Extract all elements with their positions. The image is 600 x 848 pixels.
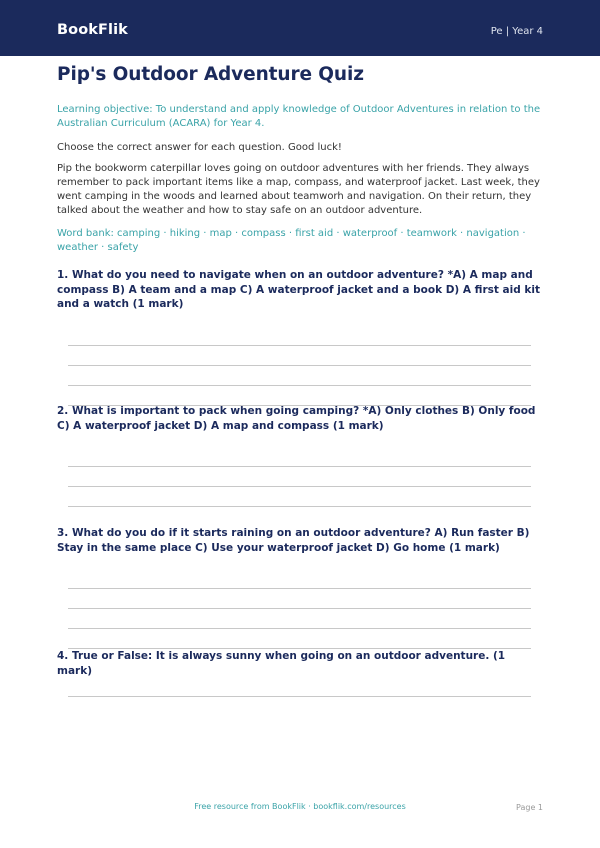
brand-logo: BookFlik [57, 22, 128, 38]
answer-line[interactable] [68, 466, 531, 467]
answer-line[interactable] [68, 486, 531, 487]
word-bank: Word bank: camping · hiking · map · compass · first aid · waterproof · teamwork · navigation · weather · safety [57, 228, 526, 253]
footer-resource-link[interactable]: Free resource from BookFlik · bookflik.com/resources [194, 802, 406, 811]
question-2: 2. What is important to pack when going camping? *A) Only clothes B) Only food C) A waterproof jacket D) A map and compass (1 mark) [57, 405, 536, 432]
answer-line[interactable] [68, 385, 531, 386]
page-number: Page 1 [516, 803, 543, 812]
answer-line[interactable] [68, 608, 531, 609]
subject-year-label: Pe | Year 4 [490, 26, 543, 37]
answer-line[interactable] [68, 628, 531, 629]
question-3: 3. What do you do if it starts raining on an outdoor adventure? A) Run faster B) Stay in the same place C) Use your waterproof jacket D) Go home (1 mark) [57, 527, 530, 554]
page-header [0, 0, 600, 56]
page-title: Pip's Outdoor Adventure Quiz [57, 64, 364, 85]
intro-section [57, 64, 542, 255]
question-1: 1. What do you need to navigate when on an outdoor adventure? *A) A map and compass B) A team and a map C) A waterproof jacket and a book D) A first aid kit and a watch (1 mark) [57, 269, 541, 310]
learning-objective: Learning objective: To understand and apply knowledge of Outdoor Adventures in relation to the Australian Curriculum (ACARA) for Year 4. [57, 104, 541, 129]
answer-line[interactable] [68, 588, 531, 589]
answer-line[interactable] [68, 365, 531, 366]
answer-line[interactable] [68, 506, 531, 507]
question-4: 4. True or False: It is always sunny when going on an outdoor adventure. (1 mark) [57, 650, 506, 677]
answer-line[interactable] [68, 696, 531, 697]
reading-passage: Pip the bookworm caterpillar loves going on outdoor adventures with her friends. They always remember to pack important items like a map, compass, and waterproof jacket. Last week, they went camping in the woods and learned about teamworh and navigation. On their return, they talked about the weather and how to stay safe on an outdoor adventure. [57, 163, 540, 216]
answer-line[interactable] [68, 345, 531, 346]
instructions: Choose the correct answer for each question. Good luck! [57, 142, 342, 153]
